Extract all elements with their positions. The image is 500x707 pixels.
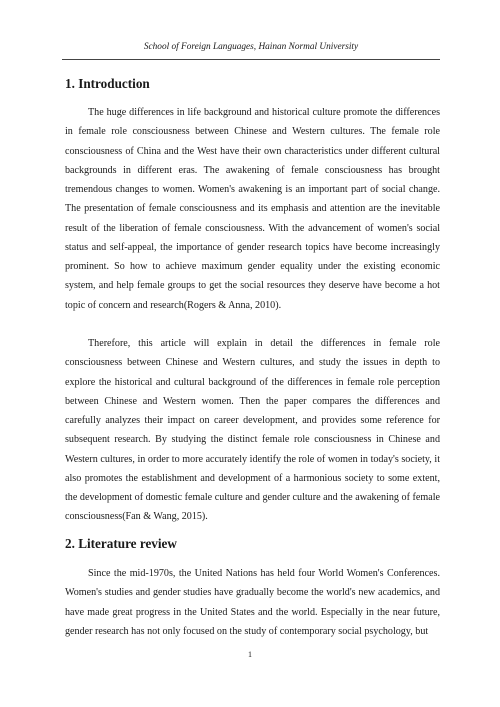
header-divider <box>62 59 440 60</box>
section-title-introduction: 1. Introduction <box>65 76 150 91</box>
paragraph-intro-2: Therefore, this article will explain in detail the differences in female role consciousness between Chinese and Western cultures, and study the issues in depth to explore the historical and cultural background of the differences in female role perception between Chinese and Western women. Then the paper compares the differences and carefully analyzes their impact on career development, and provides some reference for subsequent research. By studying the distinct female role consciousness in Chinese and Western cultures, in order to more accurately identify the role of women in today's society, it also promotes the establishment and development of a harmonious society to some extent, the development of domestic female culture and gender culture and the awakening of female consciousness(Fan & Wang, 2015). <box>65 338 440 523</box>
section-title-literature-review: 2. Literature review <box>65 536 177 551</box>
page-number: 1 <box>248 650 252 659</box>
paragraph-literature-1: Since the mid-1970s, the United Nations has held four World Women's Conferences. Women's studies and gender studies have gradually become the world's new academics, and have made great progress in the United States and the world. Especially in the near future, gender research has not only focused on the study of contemporary social psychology, but <box>65 568 440 637</box>
running-header: School of Foreign Languages, Hainan Normal University <box>143 42 359 52</box>
paragraph-intro-1: The huge differences in life background and historical culture promote the differences in female role consciousness between Chinese and Western cultures. The female role consciousness of China and the West have their own characteristics under different cultural backgrounds in different eras. The awakening of female consciousness has brought tremendous changes to women. Women's awakening is an important part of social change. The presentation of female consciousness and its emphasis and attention are the inevitable result of the liberation of female consciousness. With the advancement of women's social status and self-appeal, the importance of gender research topics have become increasingly prominent. So how to achieve maximum gender equality under the existing economic system, and help female groups to get the social resources they deserve have become a hot topic of concern and research(Rogers & Anna, 2010). <box>65 107 440 311</box>
